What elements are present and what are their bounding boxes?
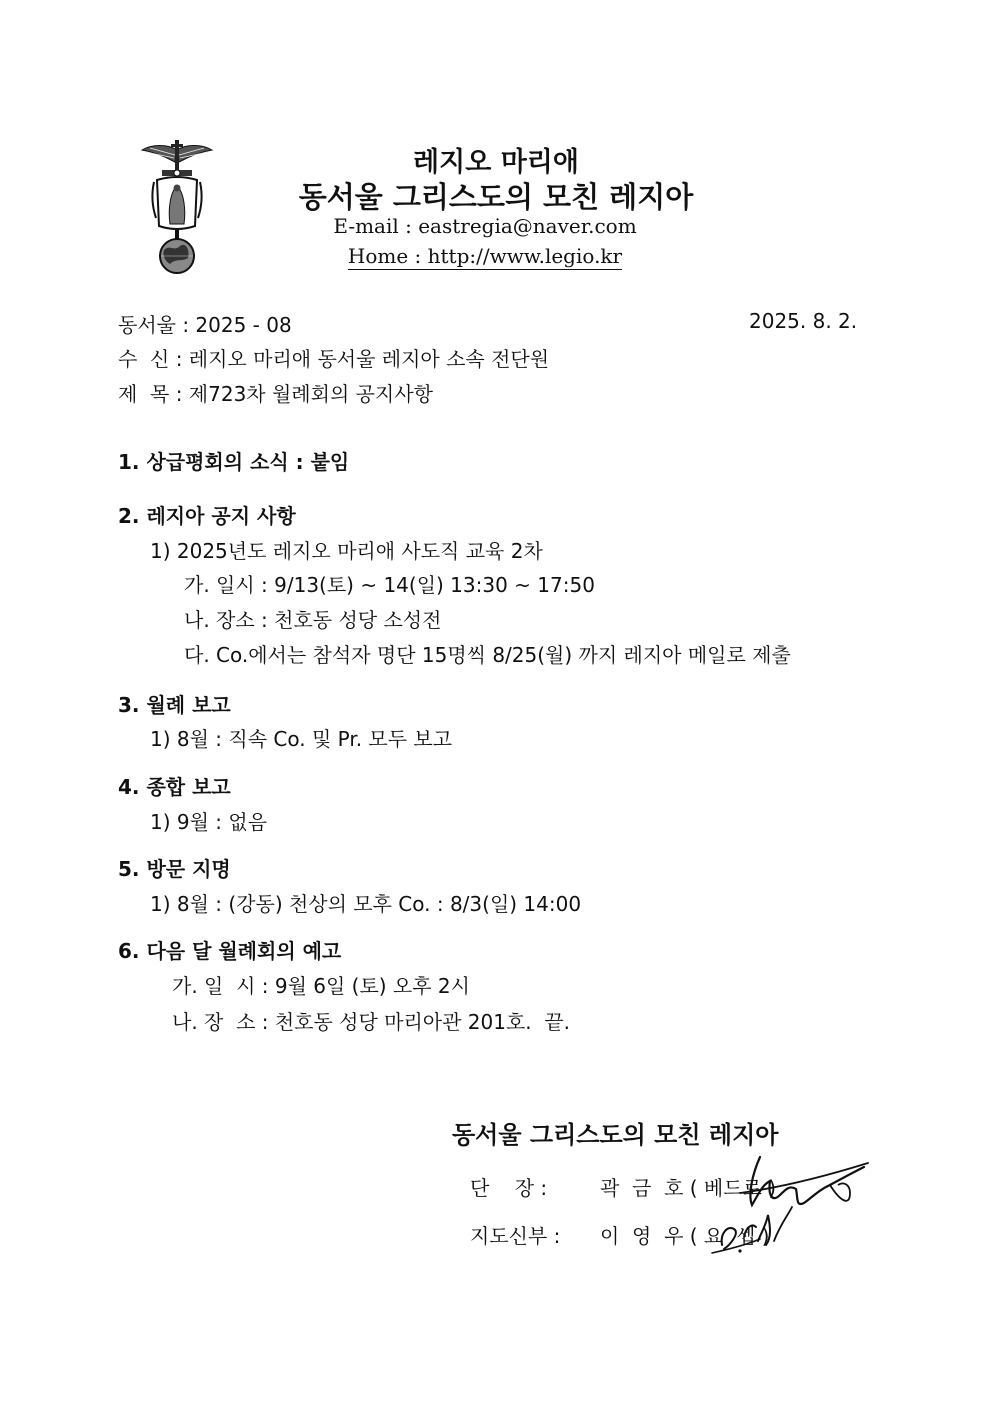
- doc-subject: 제 목 : 제723차 월례회의 공지사항: [118, 382, 433, 406]
- signature-icon: [700, 1145, 880, 1265]
- section-2-item-c: 다. Co.에서는 참석자 명단 15명씩 8/25(월) 까지 레지아 메일로 제출: [184, 643, 791, 667]
- section-3-sub1: 1) 8월 : 직속 Co. 및 Pr. 모두 보고: [150, 727, 453, 751]
- priest-label: 지도신부 :: [470, 1224, 561, 1248]
- section-6-item-a: 가. 일 시 : 9월 6일 (토) 오후 2시: [172, 974, 470, 998]
- leader-label: 단 장 :: [470, 1176, 548, 1200]
- priest-name: 이 영 우 ( 요 셉 ): [600, 1224, 770, 1248]
- section-3-title: 3. 월례 보고: [118, 693, 231, 717]
- section-5-sub1: 1) 8월 : (강동) 천상의 모후 Co. : 8/3(일) 14:00: [150, 892, 582, 916]
- section-2-sub1: 1) 2025년도 레지오 마리애 사도직 교육 2차: [150, 539, 543, 563]
- section-4-title: 4. 종합 보고: [118, 775, 231, 799]
- section-6-title: 6. 다음 달 월례회의 예고: [118, 939, 342, 963]
- leader-name: 곽 금 호 ( 베드로 ): [600, 1176, 777, 1200]
- header-title-line1: 레지오 마리애: [413, 147, 579, 178]
- section-1-title: 1. 상급평회의 소식 : 붙임: [118, 450, 350, 474]
- header-title-line2: 동서울 그리스도의 모친 레지아: [298, 180, 694, 214]
- section-2-item-a: 가. 일시 : 9/13(토) ~ 14(일) 13:30 ~ 17:50: [184, 573, 595, 597]
- section-2-title: 2. 레지아 공지 사항: [118, 504, 296, 528]
- section-4-sub1: 1) 9월 : 없음: [150, 810, 268, 834]
- doc-recipient: 수 신 : 레지오 마리애 동서울 레지아 소속 전단원: [118, 347, 550, 371]
- section-6-item-b: 나. 장 소 : 천호동 성당 마리아관 201호. 끝.: [172, 1010, 571, 1034]
- doc-number: 동서울 : 2025 - 08: [118, 313, 292, 337]
- section-2-item-b: 나. 장소 : 천호동 성당 소성전: [184, 608, 442, 632]
- section-5-title: 5. 방문 지명: [118, 857, 231, 881]
- footer-org-name: 동서울 그리스도의 모친 레지아: [452, 1121, 779, 1149]
- header-home-link[interactable]: [275, 244, 695, 268]
- header-home-text: Home : http://www.legio.kr: [347, 244, 623, 268]
- doc-date: 2025. 8. 2.: [749, 309, 858, 333]
- header-email: E-mail : eastregia@naver.com: [333, 214, 637, 238]
